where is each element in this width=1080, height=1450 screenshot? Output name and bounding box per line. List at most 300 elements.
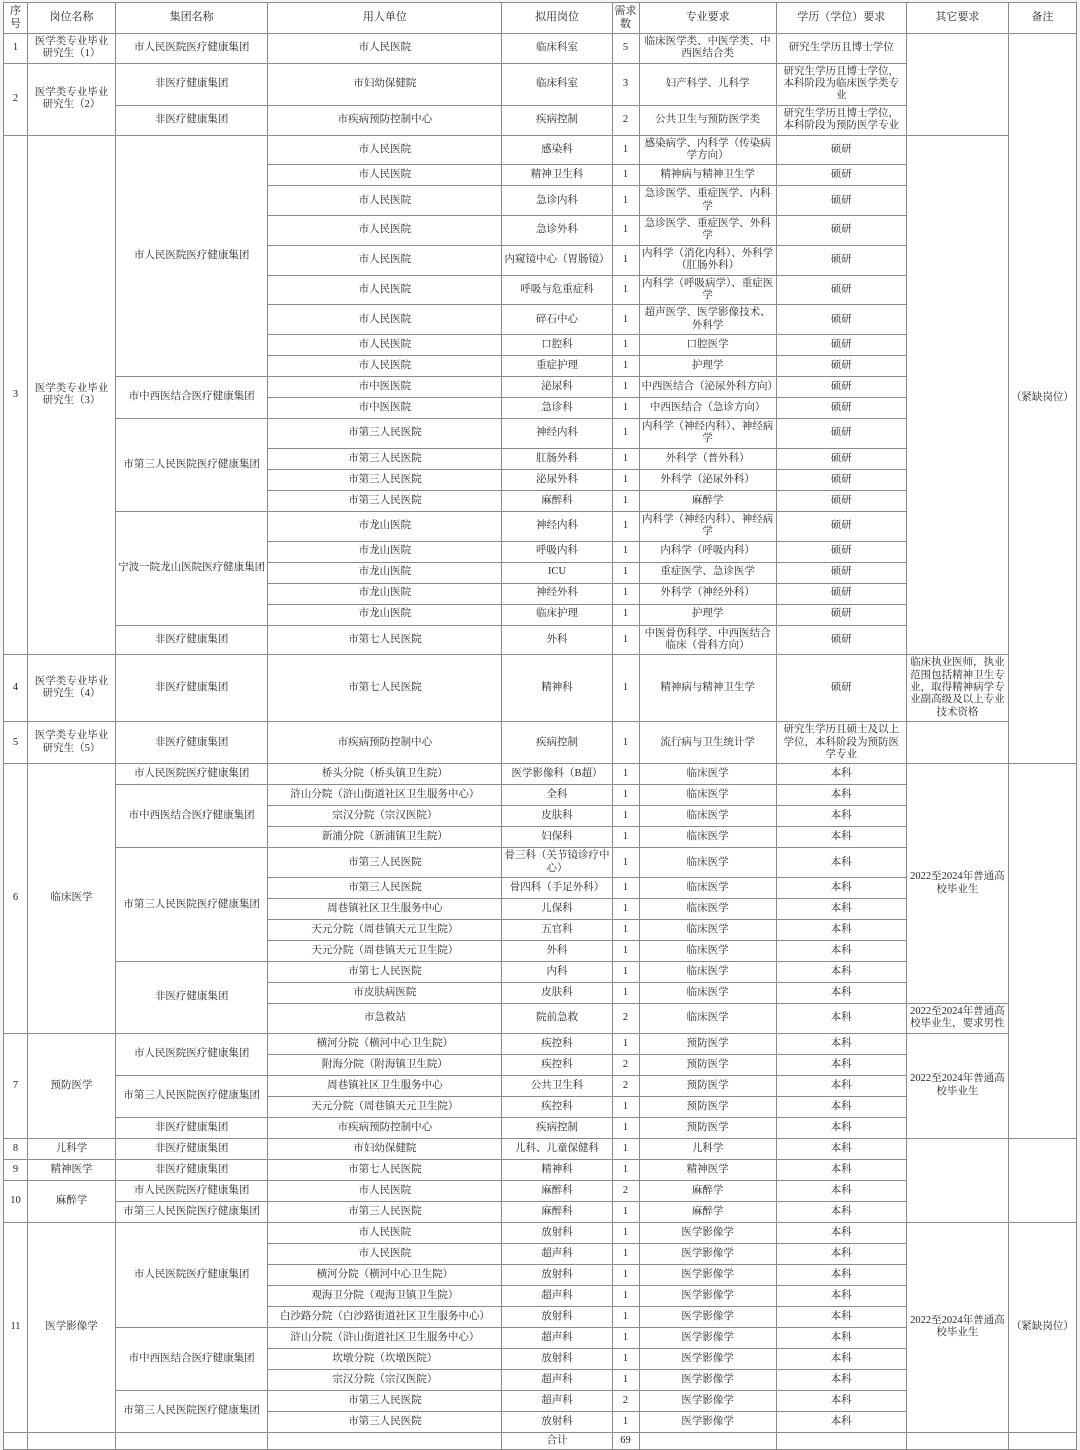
degree-requirement-cell: 本科 (776, 1264, 906, 1285)
employer-unit-cell: 市人民医院 (268, 1222, 502, 1243)
total-remark-cell (1008, 1432, 1076, 1449)
demand-count-cell: 1 (612, 186, 639, 216)
employer-unit-cell: 市人民医院 (268, 356, 502, 377)
demand-count-cell: 1 (612, 165, 639, 186)
degree-requirement-cell: 硕研 (776, 245, 906, 275)
column-header: 需求数 (612, 3, 639, 34)
post-cell: ICU (502, 562, 612, 583)
other-requirement-cell: 2022至2024年普通高校毕业生 (906, 764, 1008, 1004)
degree-requirement-cell: 研究生学历且博士学位 (776, 33, 906, 63)
total-count-cell: 69 (612, 1432, 639, 1449)
post-cell: 肛肠外科 (502, 448, 612, 469)
post-cell: 皮肤科 (502, 806, 612, 827)
demand-count-cell: 1 (612, 941, 639, 962)
demand-count-cell: 1 (612, 655, 639, 722)
seq-cell: 3 (4, 135, 28, 655)
demand-count-cell: 1 (612, 135, 639, 165)
demand-count-cell: 2 (612, 1054, 639, 1075)
post-cell: 妇保科 (502, 827, 612, 848)
demand-count-cell: 1 (612, 962, 639, 983)
employer-unit-cell: 市第七人民医院 (268, 625, 502, 655)
major-requirement-cell: 临床医学 (639, 878, 776, 899)
position-name-cell: 医学影像学 (28, 1222, 116, 1432)
degree-requirement-cell: 本科 (776, 785, 906, 806)
employer-unit-cell: 市人民医院 (268, 1243, 502, 1264)
recruitment-table (3, 2, 1077, 1450)
position-name-cell: 医学类专业毕业 研究生（2） (28, 63, 116, 135)
degree-requirement-cell: 硕研 (776, 655, 906, 722)
major-requirement-cell: 口腔医学 (639, 335, 776, 356)
other-requirement-cell: 2022至2024年普通高校毕业生，要求男性 (906, 1004, 1008, 1034)
demand-count-cell: 1 (612, 1159, 639, 1180)
post-cell: 神经内科 (502, 511, 612, 541)
degree-requirement-cell: 本科 (776, 920, 906, 941)
employer-unit-cell: 新浦分院（新浦镇卫生院） (268, 827, 502, 848)
total-seq-cell (4, 1432, 28, 1449)
employer-unit-cell: 市妇幼保健院 (268, 63, 502, 105)
table-row (4, 33, 1077, 63)
employer-unit-cell: 市人民医院 (268, 216, 502, 246)
seq-cell: 6 (4, 764, 28, 1034)
post-cell: 儿科、儿童保健科 (502, 1138, 612, 1159)
demand-count-cell: 1 (612, 983, 639, 1004)
degree-requirement-cell: 硕研 (776, 541, 906, 562)
major-requirement-cell: 护理学 (639, 604, 776, 625)
major-requirement-cell: 医学影像学 (639, 1264, 776, 1285)
major-requirement-cell: 临床医学 (639, 941, 776, 962)
major-requirement-cell: 中西医结合（泌尿外科方向） (639, 377, 776, 398)
table-row (4, 1033, 1077, 1054)
demand-count-cell: 1 (612, 419, 639, 449)
table-row (4, 764, 1077, 785)
employer-unit-cell: 市第七人民医院 (268, 655, 502, 722)
degree-requirement-cell: 硕研 (776, 625, 906, 655)
major-requirement-cell: 外科学（泌尿外科） (639, 469, 776, 490)
total-row (4, 1432, 1077, 1449)
group-name-cell: 市人民医院医疗健康集团 (116, 764, 268, 785)
position-name-cell: 麻醉学 (28, 1180, 116, 1222)
post-cell: 院前急救 (502, 1004, 612, 1034)
major-requirement-cell: 流行病与卫生统计学 (639, 722, 776, 764)
post-cell: 超声科 (502, 1285, 612, 1306)
major-requirement-cell: 临床医学 (639, 764, 776, 785)
other-requirement-cell (906, 33, 1008, 135)
employer-unit-cell: 市人民医院 (268, 165, 502, 186)
remark-cell (1008, 764, 1076, 1139)
degree-requirement-cell: 本科 (776, 899, 906, 920)
table-row (4, 1138, 1077, 1159)
demand-count-cell: 1 (612, 878, 639, 899)
degree-requirement-cell: 研究生学历且博士学位，本科阶段为临床医学类专业 (776, 63, 906, 105)
employer-unit-cell: 市第三人民医院 (268, 419, 502, 449)
post-cell: 呼吸内科 (502, 541, 612, 562)
degree-requirement-cell: 硕研 (776, 305, 906, 335)
demand-count-cell: 2 (612, 1075, 639, 1096)
remark-cell (1008, 1138, 1076, 1222)
employer-unit-cell: 市人民医院 (268, 186, 502, 216)
column-header: 集团名称 (116, 3, 268, 34)
group-name-cell: 市第三人民医院医疗健康集团 (116, 848, 268, 962)
employer-unit-cell: 市疾病预防控制中心 (268, 722, 502, 764)
degree-requirement-cell: 硕研 (776, 583, 906, 604)
employer-unit-cell: 周巷镇社区卫生服务中心 (268, 1075, 502, 1096)
degree-requirement-cell: 本科 (776, 1075, 906, 1096)
table-row (4, 135, 1077, 165)
degree-requirement-cell: 本科 (776, 1327, 906, 1348)
post-cell: 临床科室 (502, 33, 612, 63)
employer-unit-cell: 桥头分院（桥头镇卫生院） (268, 764, 502, 785)
employer-unit-cell: 市人民医院 (268, 275, 502, 305)
major-requirement-cell: 医学影像学 (639, 1306, 776, 1327)
column-header: 学历（学位）要求 (776, 3, 906, 34)
demand-count-cell: 2 (612, 105, 639, 135)
seq-cell: 4 (4, 655, 28, 722)
degree-requirement-cell: 硕研 (776, 335, 906, 356)
major-requirement-cell: 临床医学 (639, 806, 776, 827)
post-cell: 全科 (502, 785, 612, 806)
table-row (4, 655, 1077, 722)
major-requirement-cell: 麻醉学 (639, 1180, 776, 1201)
demand-count-cell: 1 (612, 785, 639, 806)
employer-unit-cell: 宗汉分院（宗汉医院） (268, 806, 502, 827)
post-cell: 疾病控制 (502, 105, 612, 135)
demand-count-cell: 1 (612, 562, 639, 583)
degree-requirement-cell: 本科 (776, 848, 906, 878)
employer-unit-cell: 市人民医院 (268, 135, 502, 165)
major-requirement-cell: 临床医学 (639, 962, 776, 983)
degree-requirement-cell: 硕研 (776, 562, 906, 583)
column-header: 其它要求 (906, 3, 1008, 34)
total-label-cell: 合计 (502, 1432, 612, 1449)
group-name-cell: 市中西医结合医疗健康集团 (116, 377, 268, 419)
degree-requirement-cell: 硕研 (776, 377, 906, 398)
employer-unit-cell: 浒山分院（浒山街道社区卫生服务中心） (268, 785, 502, 806)
employer-unit-cell: 市中医医院 (268, 398, 502, 419)
degree-requirement-cell: 硕研 (776, 356, 906, 377)
demand-count-cell: 2 (612, 1004, 639, 1034)
major-requirement-cell: 预防医学 (639, 1117, 776, 1138)
post-cell: 精神科 (502, 655, 612, 722)
major-requirement-cell: 临床医学 (639, 785, 776, 806)
employer-unit-cell: 市人民医院 (268, 33, 502, 63)
degree-requirement-cell: 本科 (776, 827, 906, 848)
demand-count-cell: 1 (612, 899, 639, 920)
demand-count-cell: 1 (612, 1264, 639, 1285)
post-cell: 放射科 (502, 1264, 612, 1285)
demand-count-cell: 1 (612, 541, 639, 562)
post-cell: 放射科 (502, 1348, 612, 1369)
major-requirement-cell: 中西医结合（急诊方向） (639, 398, 776, 419)
seq-cell: 2 (4, 63, 28, 135)
major-requirement-cell: 内科学（呼吸病学）、重症医学 (639, 275, 776, 305)
employer-unit-cell: 市龙山医院 (268, 562, 502, 583)
table-row (4, 722, 1077, 764)
post-cell: 神经内科 (502, 419, 612, 449)
post-cell: 骨四科（手足外科） (502, 878, 612, 899)
demand-count-cell: 2 (612, 1180, 639, 1201)
post-cell: 急诊内科 (502, 186, 612, 216)
group-name-cell: 市人民医院医疗健康集团 (116, 1222, 268, 1327)
employer-unit-cell: 市急救站 (268, 1004, 502, 1034)
post-cell: 口腔科 (502, 335, 612, 356)
column-header: 专业要求 (639, 3, 776, 34)
major-requirement-cell: 预防医学 (639, 1075, 776, 1096)
position-name-cell: 儿科学 (28, 1138, 116, 1159)
employer-unit-cell: 坎墩分院（坎墩医院） (268, 1348, 502, 1369)
post-cell: 重症护理 (502, 356, 612, 377)
degree-requirement-cell: 本科 (776, 1369, 906, 1390)
employer-unit-cell: 市第三人民医院 (268, 1390, 502, 1411)
employer-unit-cell: 市龙山医院 (268, 583, 502, 604)
position-name-cell: 医学类专业毕业 研究生（5） (28, 722, 116, 764)
position-name-cell: 医学类专业毕业 研究生（4） (28, 655, 116, 722)
group-name-cell: 非医疗健康集团 (116, 63, 268, 105)
major-requirement-cell: 急诊医学、重症医学、外科学 (639, 216, 776, 246)
group-name-cell: 非医疗健康集团 (116, 962, 268, 1034)
degree-requirement-cell: 本科 (776, 1222, 906, 1243)
demand-count-cell: 5 (612, 33, 639, 63)
major-requirement-cell: 临床医学 (639, 848, 776, 878)
employer-unit-cell: 天元分院（周巷镇天元卫生院） (268, 920, 502, 941)
degree-requirement-cell: 硕研 (776, 165, 906, 186)
position-name-cell: 医学类专业毕业 研究生（1） (28, 33, 116, 63)
demand-count-cell: 1 (612, 625, 639, 655)
demand-count-cell: 1 (612, 490, 639, 511)
major-requirement-cell: 医学影像学 (639, 1285, 776, 1306)
post-cell: 皮肤科 (502, 983, 612, 1004)
post-cell: 临床护理 (502, 604, 612, 625)
post-cell: 泌尿科 (502, 377, 612, 398)
remark-cell: （紧缺岗位） (1008, 33, 1076, 763)
demand-count-cell: 1 (612, 448, 639, 469)
post-cell: 疾病控制 (502, 722, 612, 764)
post-cell: 外科 (502, 941, 612, 962)
column-header: 备注 (1008, 3, 1076, 34)
post-cell: 超声科 (502, 1369, 612, 1390)
group-name-cell: 市人民医院医疗健康集团 (116, 135, 268, 377)
column-header: 序号 (4, 3, 28, 34)
group-name-cell: 市第三人民医院医疗健康集团 (116, 1390, 268, 1432)
major-requirement-cell: 内科学（呼吸内科） (639, 541, 776, 562)
demand-count-cell: 1 (612, 335, 639, 356)
demand-count-cell: 1 (612, 1138, 639, 1159)
table-row (4, 1222, 1077, 1243)
major-requirement-cell: 麻醉学 (639, 1201, 776, 1222)
degree-requirement-cell: 本科 (776, 1285, 906, 1306)
employer-unit-cell: 浒山分院（浒山街道社区卫生服务中心） (268, 1327, 502, 1348)
major-requirement-cell: 医学影像学 (639, 1243, 776, 1264)
total-degree-cell (776, 1432, 906, 1449)
document-sheet (3, 2, 1077, 1450)
major-requirement-cell: 儿科学 (639, 1138, 776, 1159)
total-position-cell (28, 1432, 116, 1449)
degree-requirement-cell: 硕研 (776, 469, 906, 490)
degree-requirement-cell: 硕研 (776, 511, 906, 541)
employer-unit-cell: 市疾病预防控制中心 (268, 105, 502, 135)
group-name-cell: 宁波一院龙山医院医疗健康集团 (116, 511, 268, 625)
degree-requirement-cell: 本科 (776, 1243, 906, 1264)
degree-requirement-cell: 本科 (776, 1201, 906, 1222)
group-name-cell: 非医疗健康集团 (116, 655, 268, 722)
major-requirement-cell: 急诊医学、重症医学、内科学 (639, 186, 776, 216)
post-cell: 超声科 (502, 1243, 612, 1264)
major-requirement-cell: 重症医学、急诊医学 (639, 562, 776, 583)
major-requirement-cell: 精神病与精神卫生学 (639, 165, 776, 186)
degree-requirement-cell: 本科 (776, 1411, 906, 1432)
degree-requirement-cell: 硕研 (776, 490, 906, 511)
column-header: 用人单位 (268, 3, 502, 34)
major-requirement-cell: 医学影像学 (639, 1327, 776, 1348)
group-name-cell: 非医疗健康集团 (116, 105, 268, 135)
other-requirement-cell (906, 135, 1008, 655)
major-requirement-cell: 临床医学 (639, 983, 776, 1004)
demand-count-cell: 1 (612, 216, 639, 246)
degree-requirement-cell: 本科 (776, 1117, 906, 1138)
demand-count-cell: 1 (612, 377, 639, 398)
degree-requirement-cell: 本科 (776, 1348, 906, 1369)
employer-unit-cell: 周巷镇社区卫生服务中心 (268, 899, 502, 920)
employer-unit-cell: 天元分院（周巷镇天元卫生院） (268, 1096, 502, 1117)
remark-cell: （紧缺岗位） (1008, 1222, 1076, 1432)
degree-requirement-cell: 本科 (776, 1054, 906, 1075)
table-header (4, 3, 1077, 34)
post-cell: 疾病控制 (502, 1117, 612, 1138)
demand-count-cell: 1 (612, 848, 639, 878)
major-requirement-cell: 公共卫生与预防医学类 (639, 105, 776, 135)
group-name-cell: 市第三人民医院医疗健康集团 (116, 419, 268, 512)
degree-requirement-cell: 硕研 (776, 275, 906, 305)
group-name-cell: 市人民医院医疗健康集团 (116, 1033, 268, 1075)
seq-cell: 10 (4, 1180, 28, 1222)
demand-count-cell: 1 (612, 1096, 639, 1117)
post-cell: 麻醉科 (502, 1180, 612, 1201)
degree-requirement-cell: 硕研 (776, 398, 906, 419)
demand-count-cell: 1 (612, 275, 639, 305)
post-cell: 超声科 (502, 1390, 612, 1411)
degree-requirement-cell: 本科 (776, 1306, 906, 1327)
position-name-cell: 临床医学 (28, 764, 116, 1034)
degree-requirement-cell: 硕研 (776, 419, 906, 449)
total-other-cell (906, 1432, 1008, 1449)
demand-count-cell: 1 (612, 511, 639, 541)
column-header: 拟用岗位 (502, 3, 612, 34)
major-requirement-cell: 妇产科学、儿科学 (639, 63, 776, 105)
demand-count-cell: 1 (612, 245, 639, 275)
demand-count-cell: 1 (612, 583, 639, 604)
employer-unit-cell: 天元分院（周巷镇天元卫生院） (268, 941, 502, 962)
demand-count-cell: 2 (612, 1390, 639, 1411)
column-header: 岗位名称 (28, 3, 116, 34)
employer-unit-cell: 市第三人民医院 (268, 1411, 502, 1432)
degree-requirement-cell: 研究生学历且博士学位，本科阶段为预防医学专业 (776, 105, 906, 135)
employer-unit-cell: 市第三人民医院 (268, 448, 502, 469)
degree-requirement-cell: 本科 (776, 878, 906, 899)
total-group-cell (116, 1432, 268, 1449)
major-requirement-cell: 麻醉学 (639, 490, 776, 511)
employer-unit-cell: 市疾病预防控制中心 (268, 1117, 502, 1138)
post-cell: 精神卫生科 (502, 165, 612, 186)
post-cell: 内窥镜中心（胃肠镜） (502, 245, 612, 275)
employer-unit-cell: 白沙路分院（白沙路街道社区卫生服务中心） (268, 1306, 502, 1327)
post-cell: 儿保科 (502, 899, 612, 920)
employer-unit-cell: 市龙山医院 (268, 604, 502, 625)
header-row (4, 3, 1077, 34)
post-cell: 碎石中心 (502, 305, 612, 335)
employer-unit-cell: 横河分院（横河中心卫生院） (268, 1264, 502, 1285)
employer-unit-cell: 市人民医院 (268, 305, 502, 335)
demand-count-cell: 1 (612, 469, 639, 490)
seq-cell: 1 (4, 33, 28, 63)
major-requirement-cell: 医学影像学 (639, 1348, 776, 1369)
post-cell: 急诊科 (502, 398, 612, 419)
degree-requirement-cell: 本科 (776, 941, 906, 962)
employer-unit-cell: 附海分院（附海镇卫生院） (268, 1054, 502, 1075)
demand-count-cell: 1 (612, 1243, 639, 1264)
employer-unit-cell: 市第七人民医院 (268, 962, 502, 983)
major-requirement-cell: 预防医学 (639, 1033, 776, 1054)
post-cell: 五官科 (502, 920, 612, 941)
position-name-cell: 精神医学 (28, 1159, 116, 1180)
employer-unit-cell: 市第三人民医院 (268, 469, 502, 490)
major-requirement-cell: 临床医学 (639, 899, 776, 920)
group-name-cell: 市第三人民医院医疗健康集团 (116, 1201, 268, 1222)
employer-unit-cell: 市龙山医院 (268, 511, 502, 541)
group-name-cell: 非医疗健康集团 (116, 1159, 268, 1180)
degree-requirement-cell: 本科 (776, 1004, 906, 1034)
employer-unit-cell: 市人民医院 (268, 1180, 502, 1201)
post-cell: 临床科室 (502, 63, 612, 105)
employer-unit-cell: 市人民医院 (268, 245, 502, 275)
post-cell: 内科 (502, 962, 612, 983)
post-cell: 神经外科 (502, 583, 612, 604)
post-cell: 医学影像科（B超） (502, 764, 612, 785)
demand-count-cell: 1 (612, 356, 639, 377)
major-requirement-cell: 精神医学 (639, 1159, 776, 1180)
total-major-cell (639, 1432, 776, 1449)
major-requirement-cell: 超声医学、医学影像技术、外科学 (639, 305, 776, 335)
demand-count-cell: 1 (612, 1306, 639, 1327)
major-requirement-cell: 中医骨伤科学、中西医结合临床（骨科方向） (639, 625, 776, 655)
degree-requirement-cell: 本科 (776, 1159, 906, 1180)
employer-unit-cell: 横河分院（横河中心卫生院） (268, 1033, 502, 1054)
major-requirement-cell: 医学影像学 (639, 1222, 776, 1243)
total-unit-cell (268, 1432, 502, 1449)
major-requirement-cell: 预防医学 (639, 1096, 776, 1117)
major-requirement-cell: 外科学（神经外科） (639, 583, 776, 604)
post-cell: 疾控科 (502, 1054, 612, 1075)
post-cell: 泌尿外科 (502, 469, 612, 490)
post-cell: 放射科 (502, 1222, 612, 1243)
major-requirement-cell: 精神病与精神卫生学 (639, 655, 776, 722)
other-requirement-cell: 2022至2024年普通高校毕业生 (906, 1222, 1008, 1432)
employer-unit-cell: 市龙山医院 (268, 541, 502, 562)
demand-count-cell: 1 (612, 1348, 639, 1369)
major-requirement-cell: 医学影像学 (639, 1369, 776, 1390)
employer-unit-cell: 市第三人民医院 (268, 878, 502, 899)
degree-requirement-cell: 本科 (776, 1138, 906, 1159)
other-requirement-cell: 临床执业医师，执业范围包括精神卫生专业，取得精神病学专业副高级及以上专业技术资格 (906, 655, 1008, 722)
demand-count-cell: 1 (612, 1327, 639, 1348)
demand-count-cell: 1 (612, 1369, 639, 1390)
major-requirement-cell: 内科学（消化内科）、外科学（肛肠外科） (639, 245, 776, 275)
major-requirement-cell: 医学影像学 (639, 1390, 776, 1411)
employer-unit-cell: 市第七人民医院 (268, 1159, 502, 1180)
degree-requirement-cell: 硕研 (776, 448, 906, 469)
degree-requirement-cell: 硕研 (776, 604, 906, 625)
post-cell: 精神科 (502, 1159, 612, 1180)
position-name-cell: 医学类专业毕业 研究生（3） (28, 135, 116, 655)
post-cell: 外科 (502, 625, 612, 655)
